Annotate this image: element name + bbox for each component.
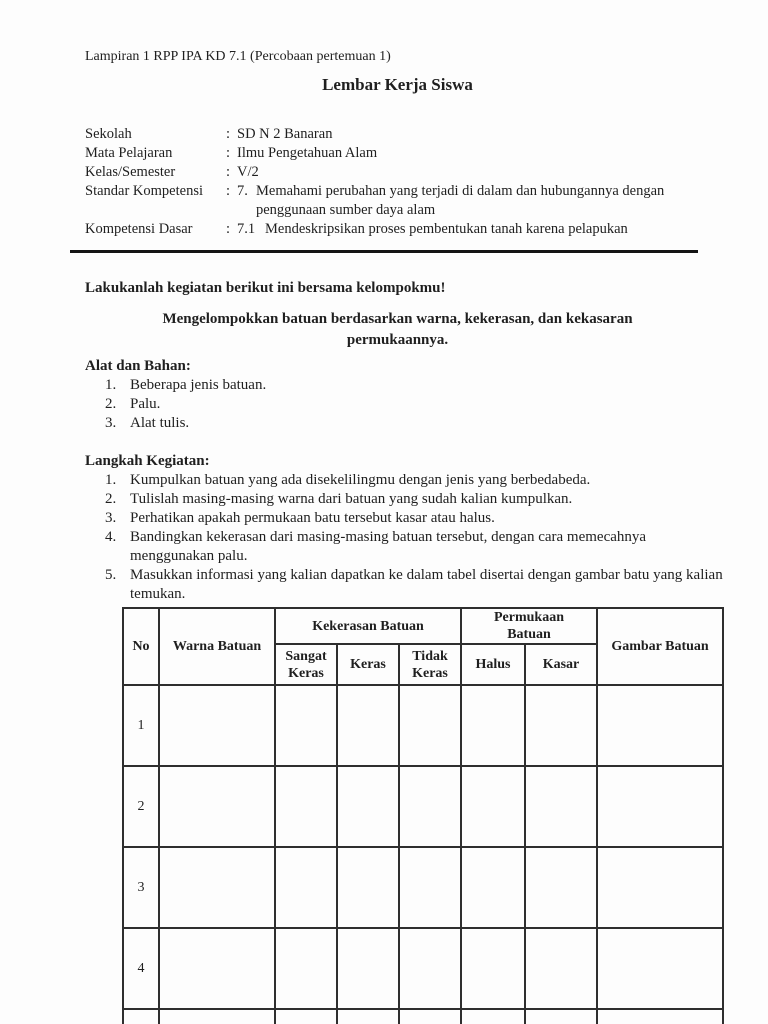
halus-cell: [461, 847, 525, 928]
halus-cell: [461, 1009, 525, 1024]
tidak-keras-cell: [399, 766, 461, 847]
list-item-number: 2.: [105, 396, 117, 412]
list-item-number: 1.: [105, 377, 117, 393]
metadata-item-number: 7.1: [237, 221, 256, 237]
metadata-value: Mendeskripsikan proses pembentukan tanah karena pelapukan: [265, 221, 628, 237]
list-item-text: Palu.: [130, 396, 161, 412]
metadata-label: Kelas/Semester: [85, 164, 176, 180]
gambar-batuan-cell: [597, 847, 723, 928]
column-header-gambar-batuan: Gambar Batuan: [597, 608, 723, 685]
gambar-batuan-cell: [597, 685, 723, 766]
row-number-cell: 1: [123, 685, 159, 766]
table-row: [123, 928, 723, 1009]
keras-cell: [337, 1009, 399, 1024]
warna-batuan-cell: [159, 766, 275, 847]
metadata-colon: :: [226, 126, 231, 142]
keras-cell: [337, 766, 399, 847]
tidak-keras-cell: [399, 685, 461, 766]
row-number-cell: [123, 1009, 159, 1024]
rock-observation-table: [122, 607, 724, 1024]
group-instruction: Lakukanlah kegiatan berikut ini bersama kelompokmu!: [85, 280, 446, 296]
column-group-permukaan-batuan: [461, 608, 597, 644]
metadata-value: SD N 2 Banaran: [237, 126, 333, 142]
list-item-text: Bandingkan kekerasan dari masing-masing batuan tersebut, dengan cara memecahnya menggunakan palu.: [130, 529, 647, 564]
metadata-row-kompetensi-dasar: [85, 220, 722, 239]
table-header: [123, 608, 723, 685]
gambar-batuan-cell: [597, 1009, 723, 1024]
metadata-row-standar-kompetensi: [85, 182, 722, 220]
halus-cell: [461, 685, 525, 766]
table-row: [123, 685, 723, 766]
sangat-keras-cell: [275, 928, 337, 1009]
list-item-number: 2.: [105, 491, 117, 507]
list-item-text: Kumpulkan batuan yang ada disekelilingmu dengan jenis yang berbedabeda.: [130, 472, 591, 488]
metadata-colon: :: [226, 145, 231, 161]
row-number-cell: 2: [123, 766, 159, 847]
table-row: [123, 766, 723, 847]
list-item-number: 5.: [105, 567, 117, 583]
tools-list: [85, 376, 722, 433]
halus-cell: [461, 766, 525, 847]
keras-cell: [337, 685, 399, 766]
sangat-keras-cell: [275, 1009, 337, 1024]
kasar-cell: [525, 685, 597, 766]
warna-batuan-cell: [159, 847, 275, 928]
attachment-note: Lampiran 1 RPP IPA KD 7.1 (Percobaan pertemuan 1): [85, 49, 391, 64]
metadata-block: [85, 125, 722, 239]
column-group-permukaan-batuan-label: Permukaan Batuan: [494, 610, 564, 642]
column-group-kekerasan-batuan: Kekerasan Batuan: [275, 608, 461, 644]
metadata-row-mata-pelajaran: [85, 144, 722, 163]
list-item-number: 1.: [105, 472, 117, 488]
metadata-label: Mata Pelajaran: [85, 145, 173, 161]
table-body: [123, 685, 723, 1024]
kasar-cell: [525, 766, 597, 847]
metadata-value: V/2: [237, 164, 259, 180]
activity-title: [85, 309, 710, 351]
metadata-value: Memahami perubahan yang terjadi di dalam dan hubungannya dengan penggunaan sumber daya alam: [256, 183, 665, 218]
column-header-kasar: Kasar: [525, 644, 597, 685]
metadata-colon: :: [226, 221, 231, 237]
row-number-cell: 3: [123, 847, 159, 928]
tidak-keras-cell: [399, 847, 461, 928]
metadata-label: Kompetensi Dasar: [85, 221, 193, 237]
metadata-value: Ilmu Pengetahuan Alam: [237, 145, 378, 161]
list-item: [85, 566, 722, 604]
table-row: [123, 1009, 723, 1024]
metadata-label: Sekolah: [85, 126, 132, 142]
keras-cell: [337, 847, 399, 928]
list-item-number: 3.: [105, 510, 117, 526]
tidak-keras-cell: [399, 928, 461, 1009]
steps-section: [85, 452, 722, 604]
steps-list: [85, 471, 722, 604]
list-item-text: Beberapa jenis batuan.: [130, 377, 267, 393]
list-item-text: Tulislah masing-masing warna dari batuan yang sudah kalian kumpulkan.: [130, 491, 573, 507]
metadata-row-kelas-semester: [85, 163, 722, 182]
metadata-label: Standar Kompetensi: [85, 183, 203, 199]
column-header-no: No: [123, 608, 159, 685]
row-number-cell: 4: [123, 928, 159, 1009]
warna-batuan-cell: [159, 1009, 275, 1024]
sangat-keras-cell: [275, 847, 337, 928]
gambar-batuan-cell: [597, 766, 723, 847]
column-header-tidak-keras: Tidak Keras: [399, 644, 461, 685]
list-item: [85, 528, 722, 566]
tidak-keras-cell: [399, 1009, 461, 1024]
list-item: [85, 471, 722, 490]
list-item: [85, 376, 722, 395]
metadata-colon: :: [226, 164, 231, 180]
keras-cell: [337, 928, 399, 1009]
column-header-sangat-keras: Sangat Keras: [275, 644, 337, 685]
column-header-warna-batuan: Warna Batuan: [159, 608, 275, 685]
kasar-cell: [525, 847, 597, 928]
halus-cell: [461, 928, 525, 1009]
table-header-group-row: [123, 608, 723, 644]
list-item: [85, 490, 722, 509]
activity-title-line2: permukaannya.: [346, 332, 449, 348]
warna-batuan-cell: [159, 685, 275, 766]
metadata-colon: :: [226, 183, 231, 199]
gambar-batuan-cell: [597, 928, 723, 1009]
steps-heading: Langkah Kegiatan:: [85, 453, 210, 469]
list-item-number: 4.: [105, 529, 117, 545]
kasar-cell: [525, 1009, 597, 1024]
divider-rule: [70, 250, 698, 253]
tools-section: [85, 357, 722, 433]
sangat-keras-cell: [275, 685, 337, 766]
list-item-number: 3.: [105, 415, 117, 431]
list-item: [85, 414, 722, 433]
page-title: Lembar Kerja Siswa: [322, 75, 473, 94]
table-row: [123, 847, 723, 928]
metadata-item-number: 7.: [237, 183, 248, 199]
tools-heading: Alat dan Bahan:: [85, 358, 191, 374]
column-header-halus: Halus: [461, 644, 525, 685]
kasar-cell: [525, 928, 597, 1009]
sangat-keras-cell: [275, 766, 337, 847]
list-item-text: Masukkan informasi yang kalian dapatkan ke dalam tabel disertai dengan gambar batu yang kalian temukan.: [130, 567, 723, 602]
column-header-keras: Keras: [337, 644, 399, 685]
metadata-row-sekolah: [85, 125, 722, 144]
list-item-text: Perhatikan apakah permukaan batu tersebut kasar atau halus.: [130, 510, 495, 526]
activity-title-line1: Mengelompokkan batuan berdasarkan warna, kekerasan, dan kekasaran: [162, 311, 633, 327]
list-item-text: Alat tulis.: [130, 415, 190, 431]
list-item: [85, 509, 722, 528]
list-item: [85, 395, 722, 414]
warna-batuan-cell: [159, 928, 275, 1009]
